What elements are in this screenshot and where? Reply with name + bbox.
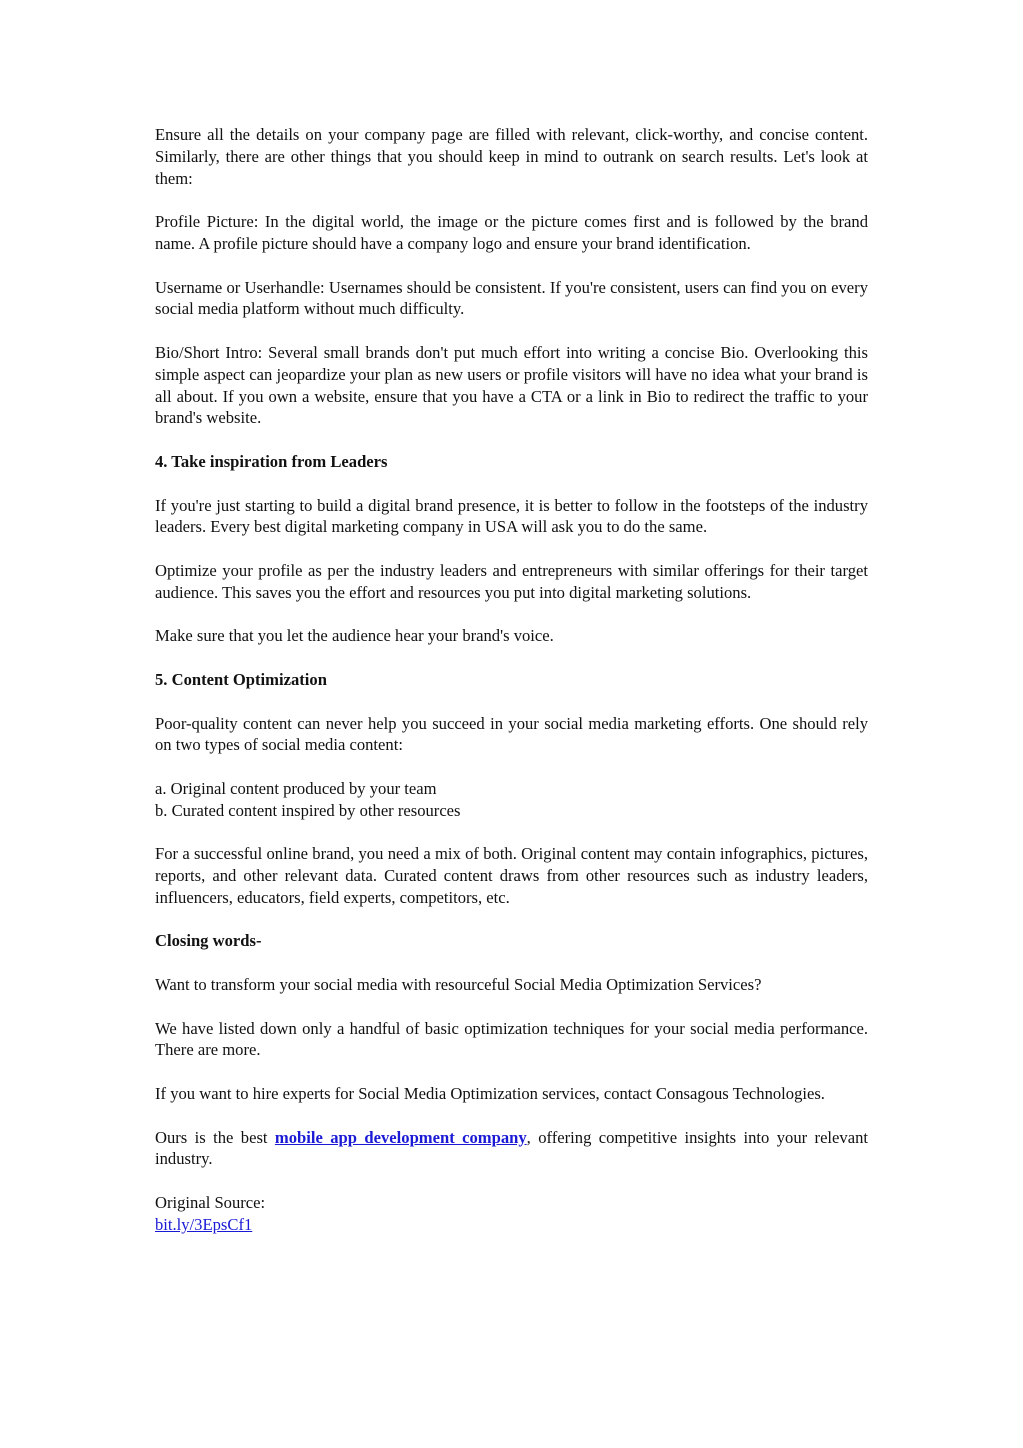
username-paragraph: Username or Userhandle: Usernames should be consistent. If you're consistent, users can find you on every social media platform without much difficulty. — [155, 277, 868, 319]
intro-paragraph: Ensure all the details on your company page are filled with relevant, click-worthy, and concise content. Similarly, there are other things that you should keep in mind to outrank on search results. Let's look at them: — [155, 125, 868, 188]
mobile-app-development-link[interactable]: mobile app development company — [274, 1127, 527, 1147]
bio-paragraph: Bio/Short Intro: Several small brands don't put much effort into writing a concise Bio. Overlooking this simple aspect can jeopardize your plan as new users or profile visitors will have no idea what your brand is all about. If you own a website, ensure that you have a CTA or a link in Bio to redirect the traffic to your brand's website. — [155, 342, 868, 428]
closing-paragraph-4-tail: , offering competitive insights into your relevant industry. — [155, 1127, 868, 1169]
section-4-paragraph-3: Make sure that you let the audience hear your brand's voice. — [155, 626, 554, 646]
section-5-paragraph-2: For a successful online brand, you need a mix of both. Original content may contain infographics, pictures, reports, and other relevant data. Curated content draws from other resources such as industry leaders, influencers, educators, field experts, competitors, etc. — [155, 844, 868, 907]
closing-paragraph-2: We have listed down only a handful of basic optimization techniques for your social media performance. There are more. — [155, 1018, 868, 1060]
profile-picture-paragraph: Profile Picture: In the digital world, the image or the picture comes first and is followed by the brand name. A profile picture should have a company logo and ensure your brand identification. — [155, 212, 868, 253]
list-item: b. Curated content inspired by other resources — [155, 800, 461, 820]
closing-heading: Closing words- — [155, 931, 262, 951]
document-page — [155, 124, 868, 1257]
closing-paragraph-1: Want to transform your social media with resourceful Social Media Optimization Services? — [155, 975, 762, 995]
section-4-paragraph-1: If you're just starting to build a digital brand presence, it is better to follow in the footsteps of the industry leaders. Every best digital marketing company in USA will ask you to do the same. — [155, 495, 868, 537]
list-item: a. Original content produced by your team — [155, 778, 437, 798]
section-4-paragraph-2: Optimize your profile as per the industry leaders and entrepreneurs with similar offerings for their target audience. This saves you the effort and resources you put into digital marketing solutions. — [155, 560, 868, 602]
original-source-block — [155, 1192, 868, 1236]
content-types-list — [155, 778, 868, 822]
original-source-link[interactable]: bit.ly/3EpsCf1 — [155, 1214, 253, 1234]
section-5-heading: 5. Content Optimization — [155, 669, 327, 689]
closing-paragraph-4 — [155, 1127, 868, 1171]
original-source-label: Original Source: — [155, 1193, 266, 1213]
closing-paragraph-4-lead: Ours is the best — [155, 1127, 275, 1147]
section-5-paragraph-1: Poor-quality content can never help you succeed in your social media marketing efforts. One should rely on two types of social media content: — [155, 713, 868, 755]
section-4-heading: 4. Take inspiration from Leaders — [155, 451, 388, 471]
closing-paragraph-3: If you want to hire experts for Social Media Optimization services, contact Consagous Technologies. — [155, 1084, 825, 1104]
